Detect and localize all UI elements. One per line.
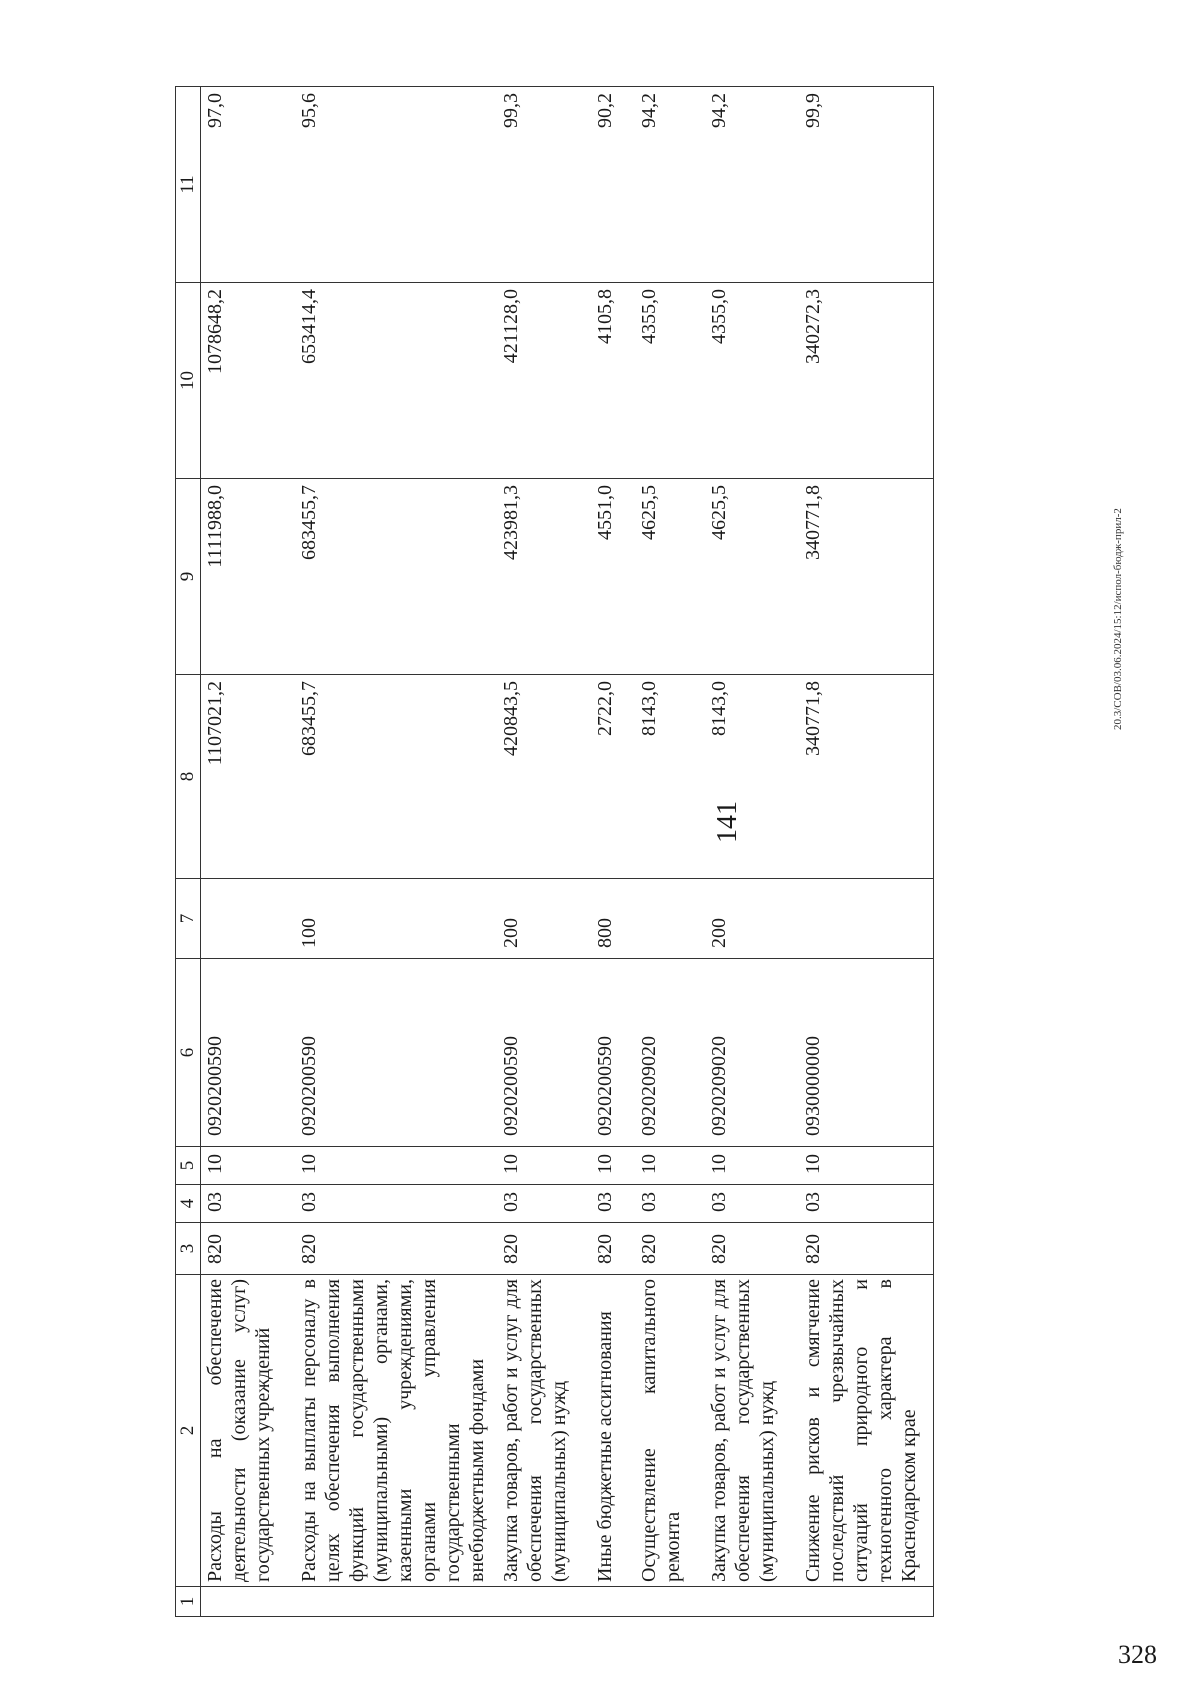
cell-refined: 423981,3: [497, 479, 591, 675]
cell-number: [497, 1587, 591, 1617]
cell-description: Осуществление капитального ремонта: [635, 1275, 705, 1587]
cell-number: [591, 1587, 635, 1617]
cell-approved: 340771,8: [799, 675, 934, 879]
cell-percent: 90,2: [591, 87, 635, 283]
cell-executed: 4355,0: [635, 283, 705, 479]
cell-refined: 4625,5: [635, 479, 705, 675]
cell-refined: 340771,8: [799, 479, 934, 675]
cell-percent: 94,2: [635, 87, 705, 283]
cell-refined: 4551,0: [591, 479, 635, 675]
cell-number: [295, 1587, 497, 1617]
cell-expense-type: [799, 879, 934, 959]
cell-section: 03: [705, 1185, 799, 1223]
cell-ministry-code: 820: [295, 1223, 497, 1275]
cell-expense-type: [201, 879, 296, 959]
table-row: [201, 87, 296, 1617]
cell-approved: 1107021,2: [201, 675, 296, 879]
cell-executed: 4355,0: [705, 283, 799, 479]
header-col-6: 6: [176, 959, 201, 1147]
table-row: [635, 87, 705, 1617]
cell-approved: 8143,0: [705, 675, 799, 879]
cell-ministry-code: 820: [799, 1223, 934, 1275]
cell-subsection: 10: [799, 1147, 934, 1185]
cell-subsection: 10: [295, 1147, 497, 1185]
table-row: [591, 87, 635, 1617]
header-col-10: 10: [176, 283, 201, 479]
budget-table: [175, 86, 934, 1617]
table-header-row: [176, 87, 201, 1617]
cell-executed: 4105,8: [591, 283, 635, 479]
header-col-9: 9: [176, 479, 201, 675]
cell-percent: 99,3: [497, 87, 591, 283]
cell-expense-type: 200: [497, 879, 591, 959]
cell-subsection: 10: [201, 1147, 296, 1185]
header-col-3: 3: [176, 1223, 201, 1275]
cell-subsection: 10: [635, 1147, 705, 1185]
cell-refined: 4625,5: [705, 479, 799, 675]
table-row: [799, 87, 934, 1617]
cell-description: Расходы на обеспечение деятельности (оказание услуг) государственных учреждений: [201, 1275, 296, 1587]
cell-section: 03: [201, 1185, 296, 1223]
cell-executed: 340272,3: [799, 283, 934, 479]
header-col-5: 5: [176, 1147, 201, 1185]
cell-target-article: 0920200590: [295, 959, 497, 1147]
cell-subsection: 10: [591, 1147, 635, 1185]
cell-refined: 1111988,0: [201, 479, 296, 675]
cell-expense-type: 100: [295, 879, 497, 959]
cell-executed: 1078648,2: [201, 283, 296, 479]
cell-section: 03: [295, 1185, 497, 1223]
cell-number: [799, 1587, 934, 1617]
cell-executed: 421128,0: [497, 283, 591, 479]
header-col-4: 4: [176, 1185, 201, 1223]
header-col-11: 11: [176, 87, 201, 283]
cell-ministry-code: 820: [591, 1223, 635, 1275]
cell-ministry-code: 820: [705, 1223, 799, 1275]
cell-approved: 683455,7: [295, 675, 497, 879]
cell-approved: 420843,5: [497, 675, 591, 879]
cell-target-article: 0930000000: [799, 959, 934, 1147]
cell-section: 03: [635, 1185, 705, 1223]
page-header-number: 141: [712, 801, 743, 843]
cell-percent: 97,0: [201, 87, 296, 283]
header-col-7: 7: [176, 879, 201, 959]
footer-document-code: 20.3/СОВ/03.06.2024/15:12/испол-бюдж-прил-2: [1112, 508, 1124, 730]
cell-section: 03: [799, 1185, 934, 1223]
cell-expense-type: 800: [591, 879, 635, 959]
header-col-1: 1: [176, 1587, 201, 1617]
cell-subsection: 10: [705, 1147, 799, 1185]
cell-refined: 683455,7: [295, 479, 497, 675]
cell-description: Закупка товаров, работ и услуг для обеспечения государственных (муниципальных) нужд: [705, 1275, 799, 1587]
cell-target-article: 0920209020: [635, 959, 705, 1147]
cell-subsection: 10: [497, 1147, 591, 1185]
cell-ministry-code: 820: [497, 1223, 591, 1275]
cell-executed: 653414,4: [295, 283, 497, 479]
cell-description: Снижение рисков и смягчение последствий чрезвычайных ситуаций природного и техногенного характера в Краснодарском крае: [799, 1275, 934, 1587]
cell-percent: 99,9: [799, 87, 934, 283]
table-row: [705, 87, 799, 1617]
cell-expense-type: 200: [705, 879, 799, 959]
cell-description: Расходы на выплаты персоналу в целях обеспечения выполнения функций государственными (муниципальными) органами, казенными учреждениями, органами управления государственными внебюджетными фондами: [295, 1275, 497, 1587]
cell-section: 03: [591, 1185, 635, 1223]
cell-approved: 2722,0: [591, 675, 635, 879]
cell-description: Закупка товаров, работ и услуг для обеспечения государственных (муниципальных) нужд: [497, 1275, 591, 1587]
cell-expense-type: [635, 879, 705, 959]
cell-ministry-code: 820: [201, 1223, 296, 1275]
cell-ministry-code: 820: [635, 1223, 705, 1275]
cell-number: [705, 1587, 799, 1617]
page-number: 328: [1118, 1640, 1157, 1669]
cell-section: 03: [497, 1185, 591, 1223]
cell-target-article: 0920200590: [591, 959, 635, 1147]
cell-target-article: 0920200590: [201, 959, 296, 1147]
cell-percent: 94,2: [705, 87, 799, 283]
cell-approved: 8143,0: [635, 675, 705, 879]
cell-number: [635, 1587, 705, 1617]
budget-table-container: [175, 87, 935, 1617]
cell-percent: 95,6: [295, 87, 497, 283]
table-row: [295, 87, 497, 1617]
cell-description: Иные бюджетные ассигнования: [591, 1275, 635, 1587]
table-row: [497, 87, 591, 1617]
cell-target-article: 0920209020: [705, 959, 799, 1147]
header-col-2: 2: [176, 1275, 201, 1587]
header-col-8: 8: [176, 675, 201, 879]
cell-target-article: 0920200590: [497, 959, 591, 1147]
cell-number: [201, 1587, 296, 1617]
